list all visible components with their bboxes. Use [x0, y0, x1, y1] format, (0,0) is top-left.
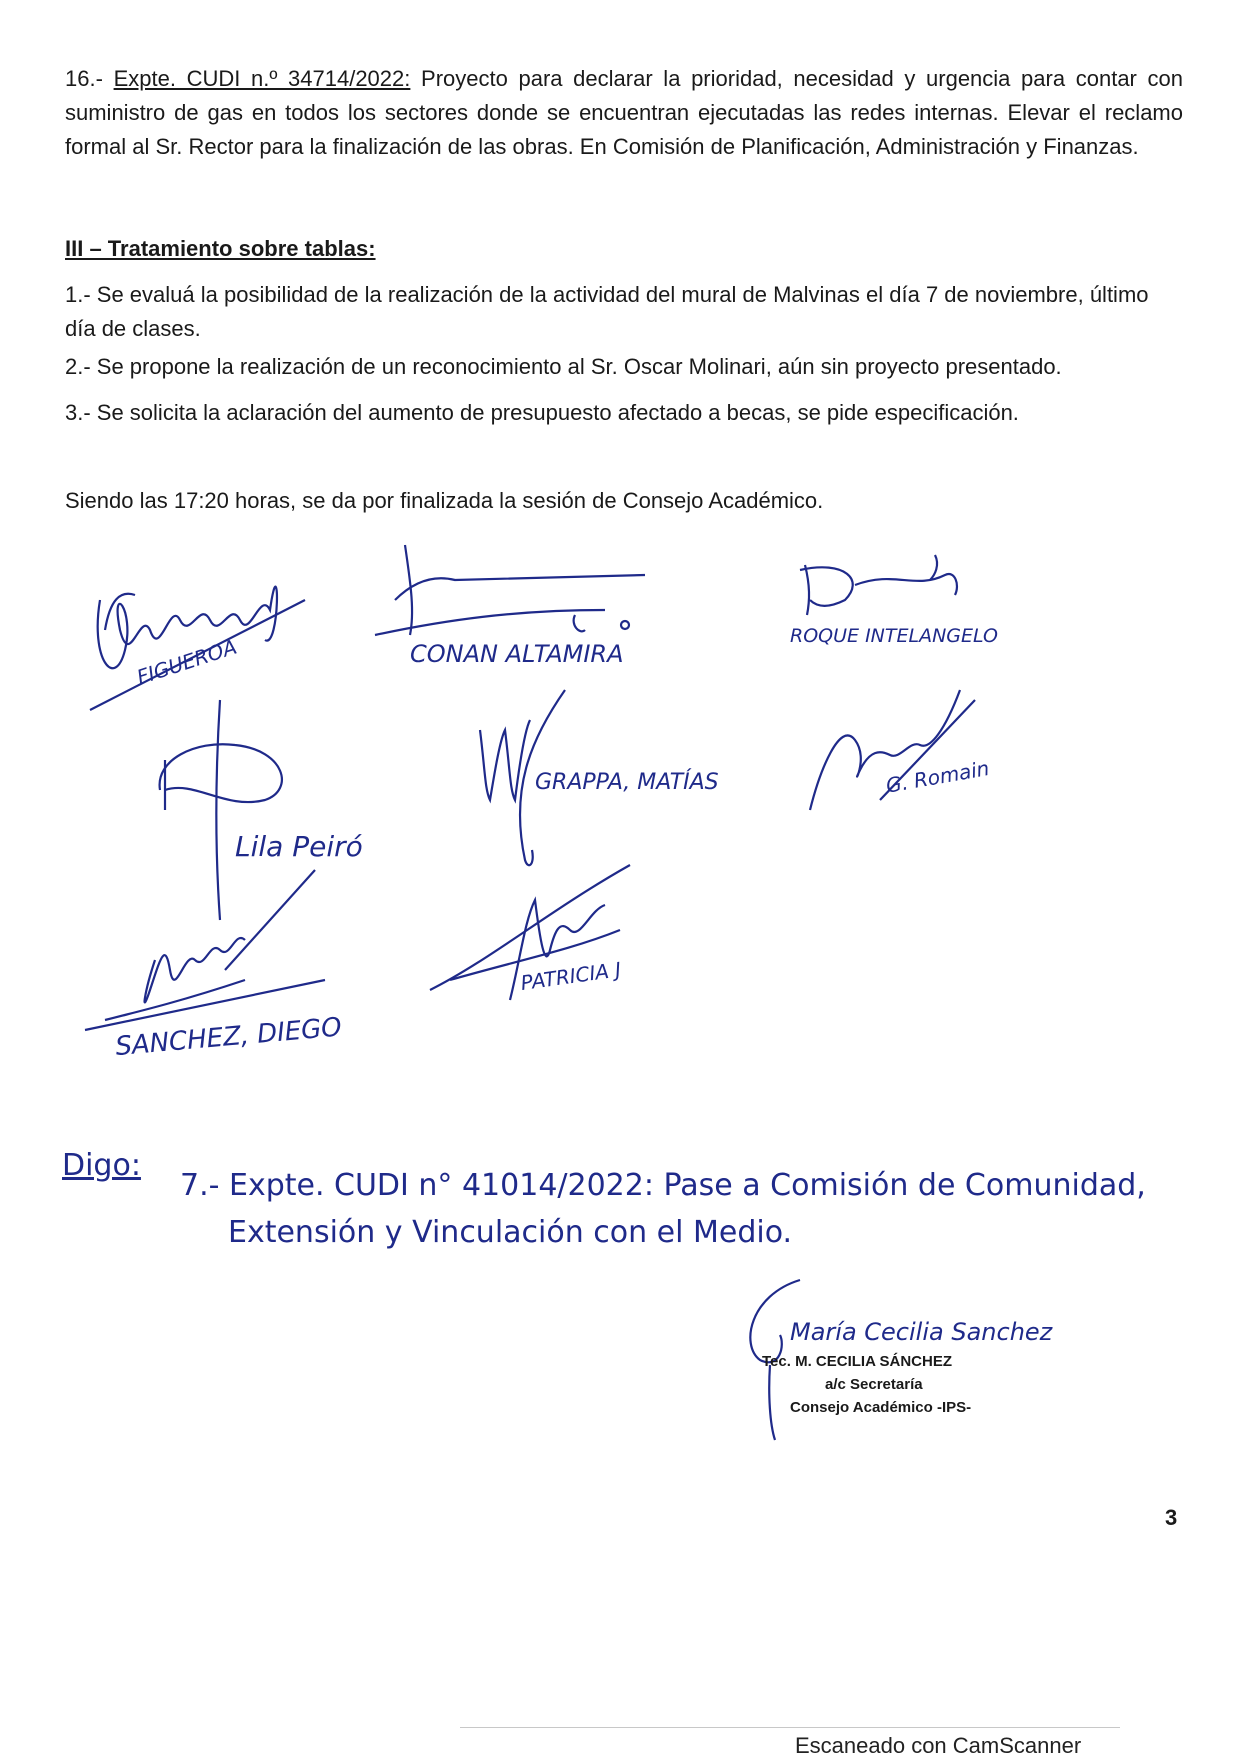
signature-name-patricia: PATRICIA J	[519, 957, 623, 996]
item-16-number: 16.-	[65, 66, 103, 91]
signature-intelangelo	[785, 550, 998, 647]
signature-name-romain: G. Romain	[884, 755, 992, 798]
scanner-footer: Escaneado con CamScanner	[795, 1733, 1082, 1758]
stamp-line-1: Tec. M. CECILIA SÁNCHEZ	[762, 1353, 953, 1370]
section-heading: III – Tratamiento sobre tablas:	[65, 236, 376, 261]
secretary-signature-name: María Cecilia Sanchez	[790, 1318, 1053, 1346]
page-number: 3	[1165, 1505, 1178, 1530]
signature-romain	[800, 680, 992, 825]
item-16-text: Proyecto para declarar la prioridad, necesidad y urgencia para contar con suministro de gas en todos los sectores donde se encuentran ejecutadas las redes internas. Elevar el reclamo formal al Sr. Rector para la finalización de las obras. En Comisión de Planificación, Administración y Finanzas.	[65, 66, 1183, 159]
handwritten-line-1: 7.- Expte. CUDI n° 41014/2022: Pase a Comisión de Comunidad,	[180, 1168, 1146, 1203]
signature-name-intelangelo: ROQUE INTELANGELO	[790, 625, 998, 647]
handwritten-line-2: Extensión y Vinculación con el Medio.	[228, 1215, 793, 1250]
signature-altamira	[365, 540, 685, 668]
signature-name-sanchez-diego: SANCHEZ, DIEGO	[114, 1012, 343, 1063]
item-16	[65, 62, 1183, 164]
signature-name-grappa: GRAPPA, MATÍAS	[535, 770, 719, 795]
signature-name-peiro: Lila Peiró	[235, 830, 363, 863]
stamp-line-2: a/c Secretaría	[825, 1376, 923, 1393]
handwritten-label: Digo:	[62, 1148, 141, 1183]
footer-divider	[460, 1727, 1120, 1728]
section-item-1: 1.- Se evaluá la posibilidad de la realización de la actividad del mural de Malvinas el día 7 de noviembre, último día de clases.	[65, 282, 1149, 341]
signature-grappa	[470, 690, 719, 875]
signature-patricia	[430, 860, 650, 1015]
stamp-line-3: Consejo Académico -IPS-	[790, 1399, 972, 1416]
item-16-expte: Expte. CUDI n.º 34714/2022:	[113, 66, 411, 91]
section-item-3: 3.- Se solicita la aclaración del aumento de presupuesto afectado a becas, se pide especificación.	[65, 400, 1019, 425]
signature-sanchez-diego	[85, 870, 345, 1063]
closing-sentence: Siendo las 17:20 horas, se da por finalizada la sesión de Consejo Académico.	[65, 488, 824, 513]
signature-name-altamira: CONAN ALTAMIRA	[410, 640, 624, 668]
signature-name-figueroa: FIGUEROA	[133, 634, 240, 690]
section-item-2: 2.- Se propone la realización de un reconocimiento al Sr. Oscar Molinari, aún sin proyecto presentado.	[65, 354, 1062, 379]
